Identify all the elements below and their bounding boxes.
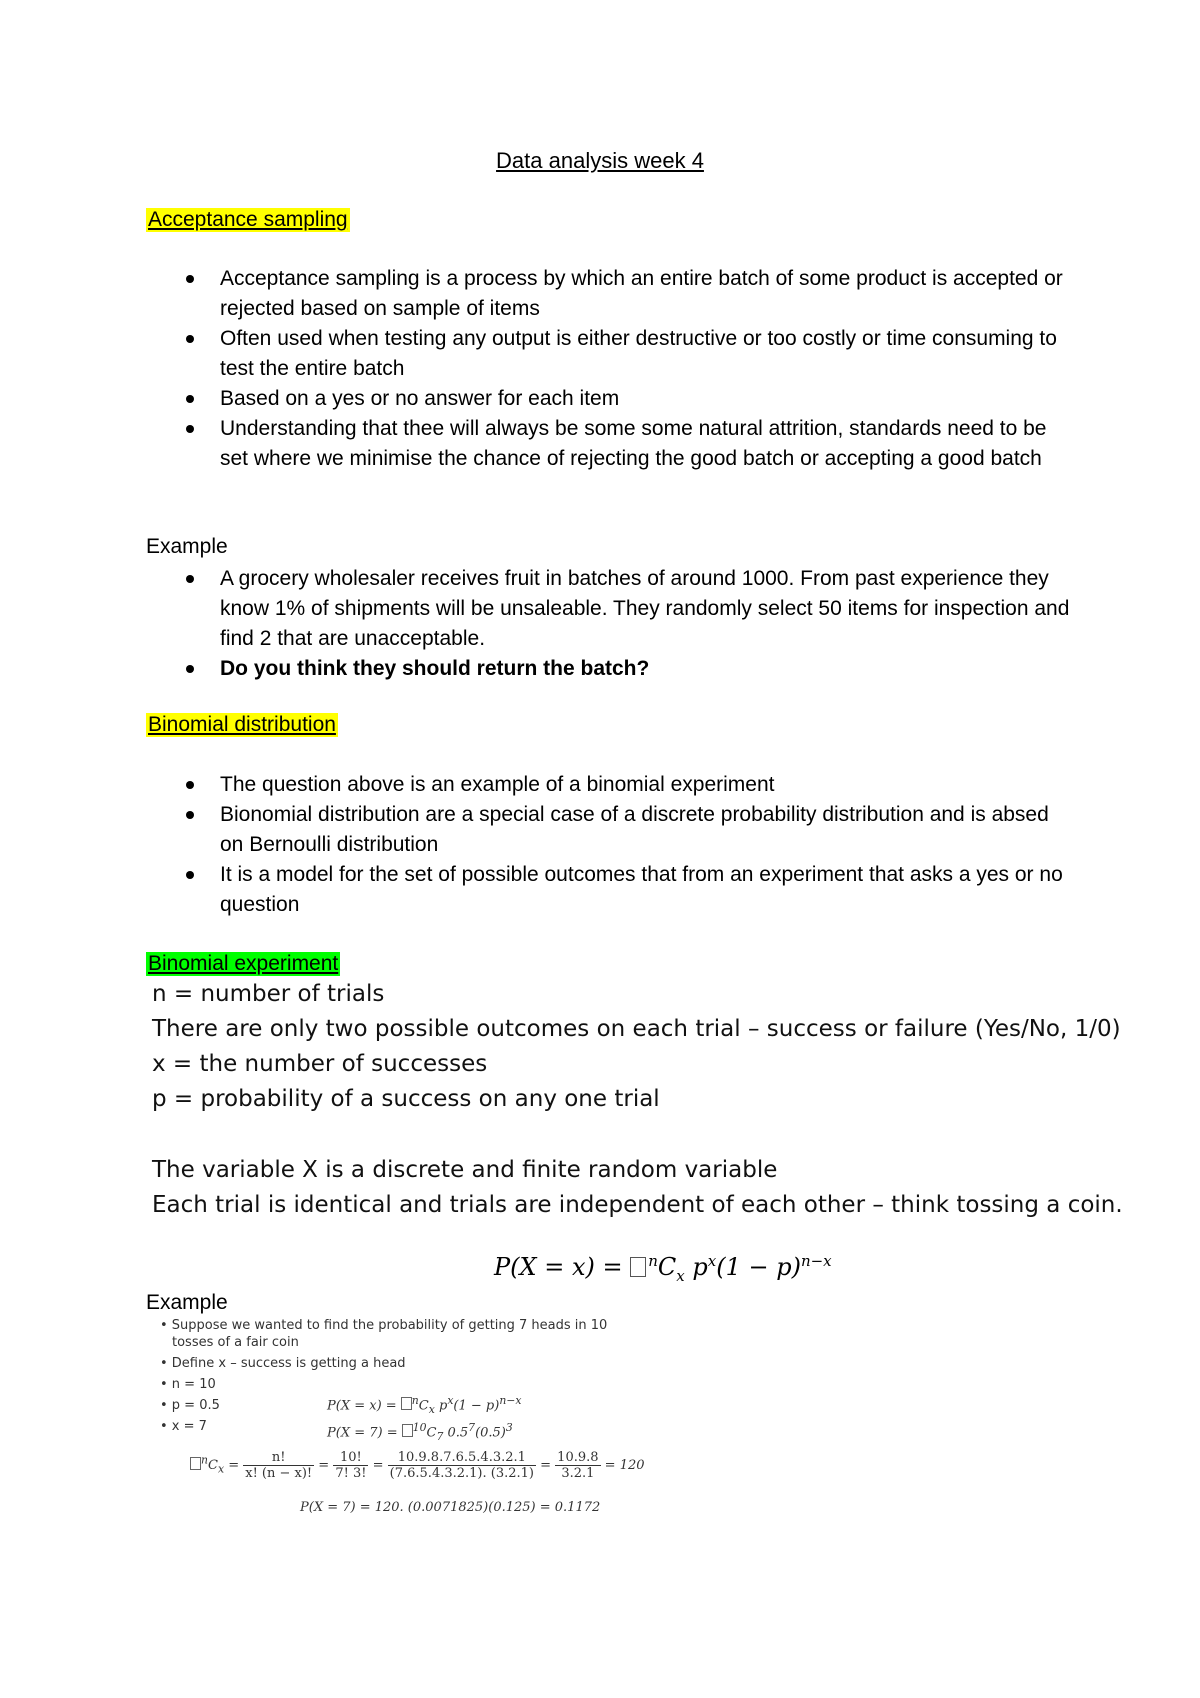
example-inset-image bbox=[150, 1318, 645, 1518]
formula-sub-x: x bbox=[676, 1266, 685, 1285]
formula-sup-n: n bbox=[648, 1252, 658, 1270]
fraction bbox=[333, 1450, 368, 1481]
equals-sign: = bbox=[372, 1458, 384, 1473]
inset-formula-specific bbox=[327, 1421, 513, 1443]
equals-sign: = bbox=[318, 1458, 330, 1473]
experiment-line: The variable X is a discrete and finite random variable bbox=[152, 1157, 778, 1183]
fraction bbox=[555, 1450, 600, 1481]
inset-f2-sup3: 3 bbox=[505, 1421, 513, 1434]
formula-mid: (1 − p) bbox=[716, 1253, 801, 1281]
formula-p: p bbox=[684, 1253, 708, 1281]
inset-f2-sub: 7 bbox=[436, 1429, 444, 1443]
inset-f1-end: (1 − p) bbox=[453, 1398, 500, 1414]
missing-glyph-box bbox=[190, 1457, 201, 1470]
fraction-denominator: 7! 3! bbox=[335, 1466, 367, 1481]
inset-formula-general bbox=[327, 1394, 521, 1416]
fraction-numerator: n! bbox=[243, 1450, 314, 1466]
inset-f3-sup: n bbox=[201, 1453, 208, 1467]
inset-f1-sup-nx: n−x bbox=[499, 1394, 522, 1407]
formula-lhs: P(X = x) = bbox=[494, 1253, 631, 1281]
inset-f1-p: p bbox=[434, 1398, 448, 1414]
experiment-line: p = probability of a success on any one trial bbox=[152, 1086, 660, 1112]
inset-line: tosses of a fair coin bbox=[172, 1335, 299, 1350]
inset-f1-c: C bbox=[418, 1398, 429, 1414]
inset-line: • p = 0.5 bbox=[160, 1398, 220, 1413]
missing-glyph-box bbox=[401, 1397, 412, 1410]
inset-f1-lhs: P(X = x) = bbox=[327, 1398, 401, 1414]
inset-f3-sub: x bbox=[217, 1462, 225, 1476]
inset-f2-sup7: 7 bbox=[468, 1421, 476, 1434]
acceptance-sampling-list bbox=[146, 264, 1076, 474]
page-title: Data analysis week 4 bbox=[496, 148, 704, 173]
inset-line: • Suppose we wanted to find the probability of getting 7 heads in 10 bbox=[160, 1318, 608, 1333]
list-item: It is a model for the set of possible outcomes that from an experiment that asks a yes or no question bbox=[146, 860, 1076, 920]
formula-c: C bbox=[657, 1253, 677, 1281]
experiment-line: x = the number of successes bbox=[152, 1051, 488, 1077]
experiment-line: Each trial is identical and trials are independent of each other – think tossing a coin. bbox=[152, 1192, 1123, 1218]
inset-line: • n = 10 bbox=[160, 1377, 216, 1392]
example-list bbox=[146, 564, 1076, 684]
heading-binomial-distribution: Binomial distribution bbox=[148, 713, 336, 736]
fraction-numerator: 10.9.8 bbox=[557, 1450, 599, 1465]
heading-acceptance-sampling: Acceptance sampling bbox=[148, 208, 348, 231]
inset-f2-lhs: P(X = 7) = bbox=[327, 1425, 402, 1441]
list-item: Understanding that thee will always be some some natural attrition, standards need to be set where we minimise the chance of rejecting the good batch or accepting a good batch bbox=[146, 414, 1076, 474]
inset-combination-calc bbox=[190, 1450, 645, 1481]
combination-result: = 120 bbox=[604, 1458, 645, 1473]
list-item: Based on a yes or no answer for each item bbox=[146, 384, 1076, 414]
list-item: A grocery wholesaler receives fruit in batches of around 1000. From past experience they know 1% of shipments will be unsaleable. They randomly select 50 items for inspection and find 2 that are unacceptable. bbox=[146, 564, 1076, 654]
inset-final-probability: P(X = 7) = 120. (0.0071825)(0.125) = 0.1172 bbox=[300, 1500, 601, 1515]
binomial-formula bbox=[494, 1252, 832, 1285]
list-item: Often used when testing any output is either destructive or too costly or time consuming to test the entire batch bbox=[146, 324, 1076, 384]
equals-sign: = bbox=[228, 1458, 240, 1473]
example-label: Example bbox=[146, 535, 228, 558]
list-item: Bionomial distribution are a special case of a discrete probability distribution and is absed on Bernoulli distribution bbox=[146, 800, 1076, 860]
inset-f1-sup-x: x bbox=[447, 1394, 454, 1407]
inset-f3-c: C bbox=[207, 1458, 218, 1473]
equals-sign: = bbox=[540, 1458, 552, 1473]
fraction-numerator: 10.9.8.7.6.5.4.3.2.1 bbox=[388, 1450, 536, 1466]
missing-glyph-box bbox=[630, 1257, 646, 1277]
example-label-2: Example bbox=[146, 1291, 228, 1314]
fraction-denominator: x! (n − x)! bbox=[245, 1466, 313, 1481]
inset-f2-rest: 0.5 bbox=[443, 1425, 469, 1441]
fraction-denominator: (7.6.5.4.3.2.1). (3.2.1) bbox=[389, 1466, 534, 1481]
fraction-numerator: 10! bbox=[333, 1450, 368, 1466]
inset-line: • Define x – success is getting a head bbox=[160, 1356, 406, 1371]
inset-line: • x = 7 bbox=[160, 1419, 207, 1434]
inset-f2-sup: 10 bbox=[412, 1421, 427, 1434]
list-item: The question above is an example of a binomial experiment bbox=[146, 770, 1076, 800]
inset-f2-end: (0.5) bbox=[475, 1425, 506, 1441]
experiment-line: There are only two possible outcomes on each trial – success or failure (Yes/No, 1/0) bbox=[152, 1016, 1121, 1042]
list-item-question: Do you think they should return the batch? bbox=[146, 654, 1076, 684]
formula-sup-nx: n−x bbox=[800, 1252, 832, 1270]
binomial-distribution-list bbox=[146, 770, 1076, 920]
inset-f1-sup-n: n bbox=[411, 1394, 419, 1407]
fraction-denominator: 3.2.1 bbox=[561, 1466, 595, 1481]
list-item: Acceptance sampling is a process by which an entire batch of some product is accepted or rejected based on sample of items bbox=[146, 264, 1076, 324]
fraction bbox=[388, 1450, 536, 1481]
experiment-line: n = number of trials bbox=[152, 981, 385, 1007]
missing-glyph-box bbox=[402, 1424, 413, 1437]
fraction bbox=[243, 1450, 314, 1481]
inset-f2-c: C bbox=[426, 1425, 437, 1441]
formula-sup-x: x bbox=[707, 1252, 717, 1270]
inset-f1-sub-x: x bbox=[428, 1402, 435, 1416]
heading-binomial-experiment: Binomial experiment bbox=[148, 952, 339, 975]
